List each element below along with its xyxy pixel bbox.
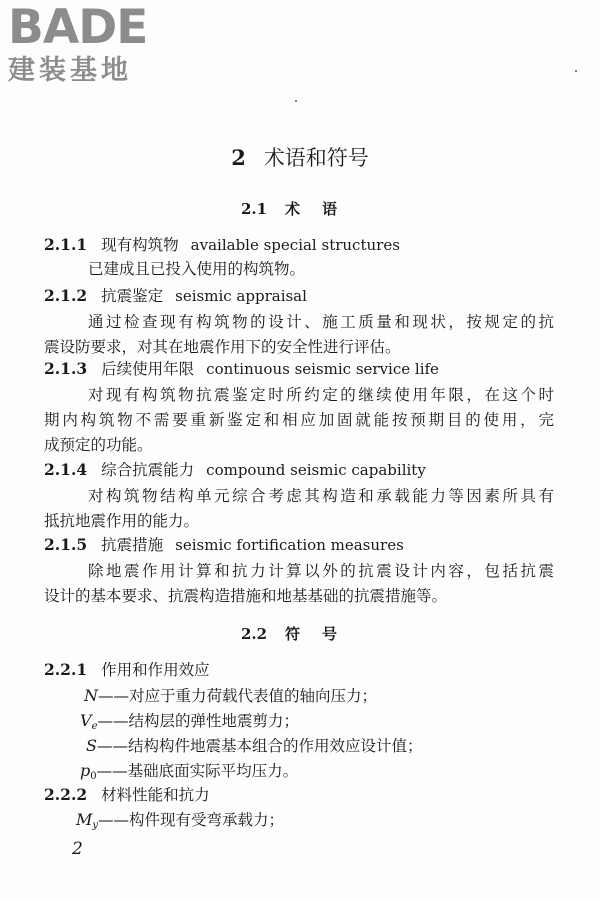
term-heading (44, 358, 554, 380)
symbol-description: ——基础底面实际平均压力。 (96, 762, 299, 780)
symbol-letter: S (86, 736, 97, 755)
chapter-number: 2 (231, 145, 246, 170)
term-heading (44, 459, 554, 481)
term-definition-line: 抵抗地震作用的能力。 (44, 512, 200, 530)
symbol-description: ——结构层的弹性地震剪力； (97, 712, 299, 730)
term-definition-line: 震设防要求，对其在地震作用下的安全性进行评估。 (44, 338, 401, 356)
logo-text-en: BADE (8, 0, 148, 55)
term-number: 2.1.1 (44, 235, 88, 254)
term-definition-line: 除地震作用计算和抗力计算以外的抗震设计内容，包括抗震 (88, 562, 554, 580)
symbol-entry (80, 710, 590, 738)
term-cn: 综合抗震能力 (101, 461, 195, 479)
term-en: seismic fortification measures (175, 536, 404, 554)
term-number: 2.1.2 (44, 286, 88, 305)
symbol-entry (76, 809, 586, 837)
symbol-letter: M (76, 810, 93, 829)
term-cn: 现有构筑物 (101, 236, 179, 254)
section-title-text: 符号 (285, 625, 360, 643)
term-definition-line: 设计的基本要求、抗震构造措施和地基基础的抗震措施等。 (44, 587, 448, 605)
section-number: 2.2 (240, 625, 268, 643)
term-heading (44, 534, 554, 556)
section-title-terms (0, 198, 600, 220)
term-number: 2.1.3 (44, 359, 88, 378)
symbol-subscript: 0 (90, 771, 97, 782)
scan-speck (575, 70, 577, 72)
symbol-group-number: 2.2.1 (44, 660, 88, 679)
symbol-letter: N (84, 686, 98, 705)
section-number: 2.1 (240, 200, 268, 218)
section-title-text: 术语 (285, 200, 360, 218)
term-cn: 抗震鉴定 (101, 287, 164, 305)
symbol-group-number: 2.2.2 (44, 785, 88, 804)
term-number: 2.1.5 (44, 535, 88, 554)
symbol-group-heading (44, 659, 554, 681)
term-number: 2.1.4 (44, 460, 88, 479)
symbol-letter: V (80, 711, 92, 730)
term-cn: 后续使用年限 (101, 360, 195, 378)
term-definition-line: 成预定的功能。 (44, 436, 153, 454)
term-definition-line: 通过检查现有构筑物的设计、施工质量和现状，按规定的抗 (88, 313, 554, 331)
term-en: seismic appraisal (175, 287, 307, 305)
symbol-subscript: e (91, 721, 98, 732)
symbol-letter: p (80, 761, 91, 780)
term-definition-line: 对现有构筑物抗震鉴定时所约定的继续使用年限，在这个时 (88, 386, 554, 404)
symbol-entry (86, 735, 596, 757)
publisher-logo (8, 0, 178, 90)
term-definition-line: 已建成且已投入使用的构筑物。 (88, 260, 306, 278)
symbol-description: ——对应于重力荷载代表值的轴向压力； (98, 687, 378, 705)
scan-speck (295, 100, 297, 102)
page-number: 2 (72, 839, 83, 859)
symbol-group-title: 材料性能和抗力 (101, 786, 210, 804)
term-heading (44, 285, 554, 307)
term-en: continuous seismic service life (206, 360, 439, 378)
chapter-title (0, 143, 600, 173)
symbol-group-heading (44, 784, 554, 806)
term-heading (44, 234, 554, 256)
symbol-description: ——结构构件地震基本组合的作用效应设计值； (96, 737, 423, 755)
symbol-description: ——构件现有受弯承载力； (98, 811, 285, 829)
term-definition-line: 期内构筑物不需要重新鉴定和相应加固就能按预期目的使用，完 (44, 411, 554, 429)
term-en: available special structures (190, 236, 400, 254)
term-definition-line: 对构筑物结构单元综合考虑其构造和承载能力等因素所具有 (88, 487, 554, 505)
logo-text-cn: 建装基地 (8, 55, 132, 86)
section-title-symbols (0, 623, 600, 645)
symbol-group-title: 作用和作用效应 (101, 661, 210, 679)
term-cn: 抗震措施 (101, 536, 164, 554)
chapter-title-text: 术语和符号 (263, 146, 369, 170)
symbol-subscript: y (92, 820, 99, 831)
symbol-entry (84, 685, 594, 707)
term-en: compound seismic capability (206, 461, 426, 479)
